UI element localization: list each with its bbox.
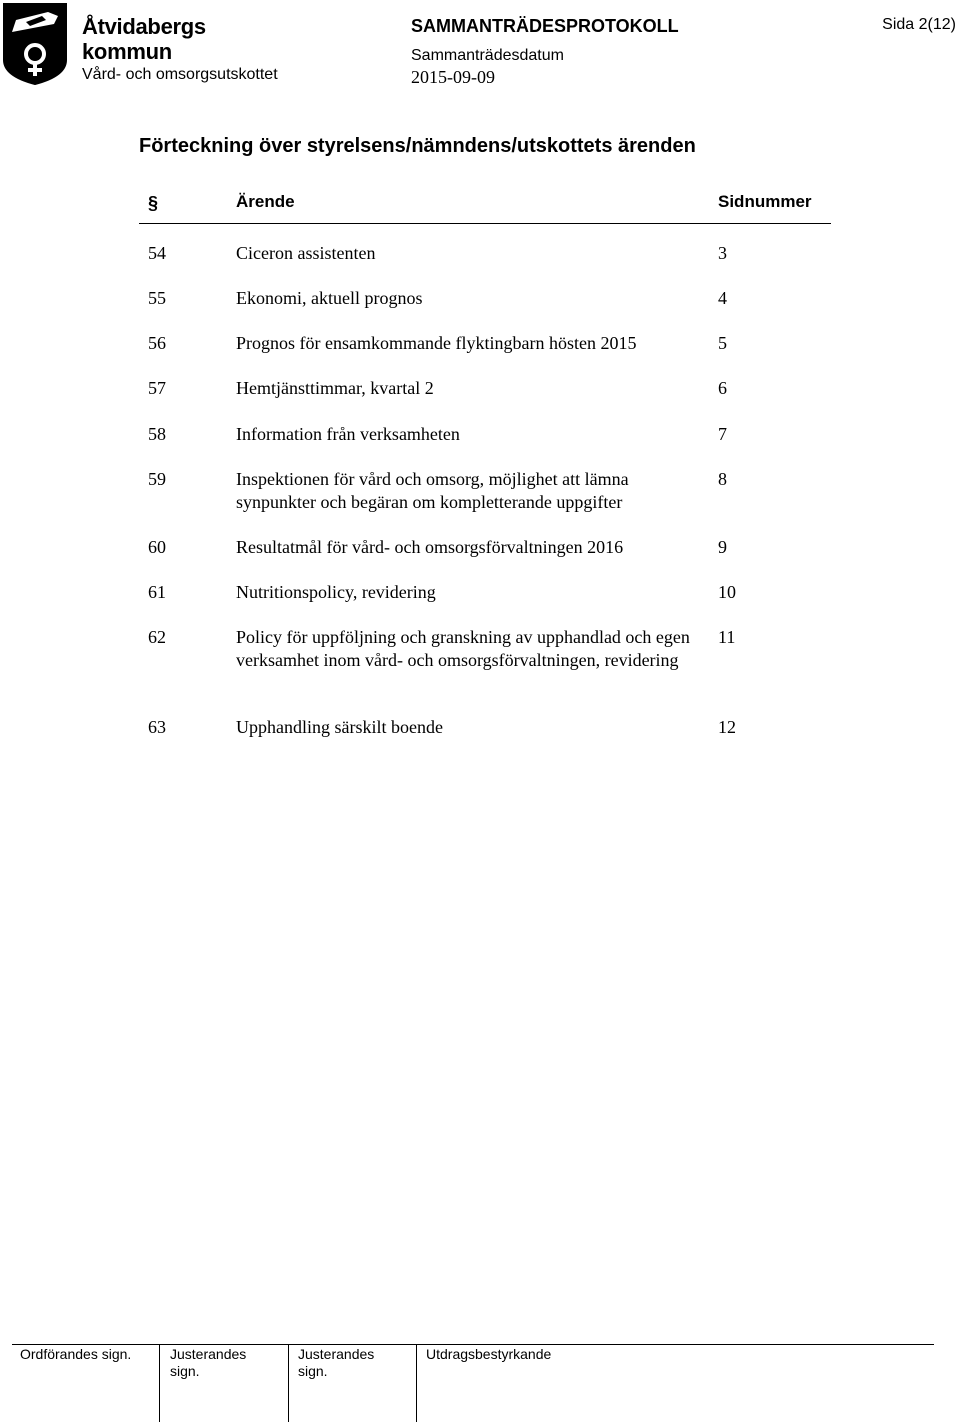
footer-extract-certifier-label: Utdragsbestyrkande: [426, 1346, 552, 1362]
row-section-number: 57: [148, 378, 166, 398]
row-section-number: 55: [148, 288, 166, 308]
row-section-number: 63: [148, 717, 166, 737]
organization-name-line1: Åtvidabergs: [82, 14, 206, 39]
row-page-number: 9: [718, 537, 727, 557]
footer-adjuster1-label-line1: Justerandes: [170, 1346, 247, 1362]
meeting-date-label: Sammanträdesdatum: [411, 47, 564, 64]
row-page-number: 4: [718, 288, 727, 308]
row-item-text: Inspektionen för vård och omsorg, möjlighet att lämna synpunkter och begäran om kompletterande uppgifter: [236, 469, 629, 512]
row-item-text: Nutritionspolicy, revidering: [236, 582, 436, 602]
document-title: SAMMANTRÄDESPROTOKOLL: [411, 16, 679, 36]
row-item-text: Information från verksamheten: [236, 424, 460, 444]
footer-adjuster1-signature: [170, 1346, 246, 1380]
footer-chair-signature-label: Ordförandes sign.: [20, 1346, 132, 1362]
row-page-number: 8: [718, 469, 727, 489]
footer-adjuster2-label-line2: sign.: [298, 1363, 328, 1379]
footer-extract-certifier: [426, 1346, 551, 1363]
footer-adjuster1-label-line2: sign.: [170, 1363, 200, 1379]
page-number: Sida 2(12): [882, 16, 956, 33]
row-section-number: 59: [148, 469, 166, 489]
row-section-number: 56: [148, 333, 166, 353]
footer-adjuster2-label-line1: Justerandes: [298, 1346, 375, 1362]
row-section-number: 62: [148, 627, 166, 647]
table-header-divider: [139, 223, 831, 224]
row-item-text: Hemtjänsttimmar, kvartal 2: [236, 378, 434, 398]
row-page-number: 7: [718, 424, 727, 444]
row-item-text: Resultatmål för vård- och omsorgsförvaltningen 2016: [236, 537, 624, 557]
page-heading: Förteckning över styrelsens/nämndens/utskottets ärenden: [139, 135, 696, 157]
footer-column-divider: [159, 1344, 160, 1422]
row-item-text: Upphandling särskilt boende: [236, 717, 443, 737]
organization-name: [82, 14, 206, 64]
row-page-number: 10: [718, 582, 736, 602]
row-section-number: 58: [148, 424, 166, 444]
organization-unit: Vård- och omsorgsutskottet: [82, 66, 278, 83]
footer-adjuster2-signature: [298, 1346, 374, 1380]
footer-column-divider: [288, 1344, 289, 1422]
footer-divider: [12, 1344, 934, 1345]
row-page-number: 3: [718, 243, 727, 263]
column-header-page: Sidnummer: [718, 192, 812, 211]
row-item-text: Policy för uppföljning och granskning av upphandlad och egen verksamhet inom vård- och omsorgsförvaltningen, revidering: [236, 627, 690, 670]
row-item-text: Prognos för ensamkommande flyktingbarn hösten 2015: [236, 333, 637, 353]
footer-chair-signature: [20, 1346, 131, 1363]
row-page-number: 11: [718, 627, 736, 647]
row-section-number: 61: [148, 582, 166, 602]
footer-column-divider: [416, 1344, 417, 1422]
row-page-number: 6: [718, 378, 727, 398]
row-item-text: Ekonomi, aktuell prognos: [236, 288, 423, 308]
column-header-section: §: [148, 193, 159, 213]
column-header-item: Ärende: [236, 192, 295, 211]
row-section-number: 60: [148, 537, 166, 557]
organization-name-line2: kommun: [82, 39, 172, 64]
row-section-number: 54: [148, 243, 166, 263]
municipality-coat-of-arms-logo: [2, 2, 68, 86]
meeting-date-value: 2015-09-09: [411, 67, 495, 87]
row-page-number: 12: [718, 717, 736, 737]
row-page-number: 5: [718, 333, 727, 353]
row-item-text: Ciceron assistenten: [236, 243, 376, 263]
